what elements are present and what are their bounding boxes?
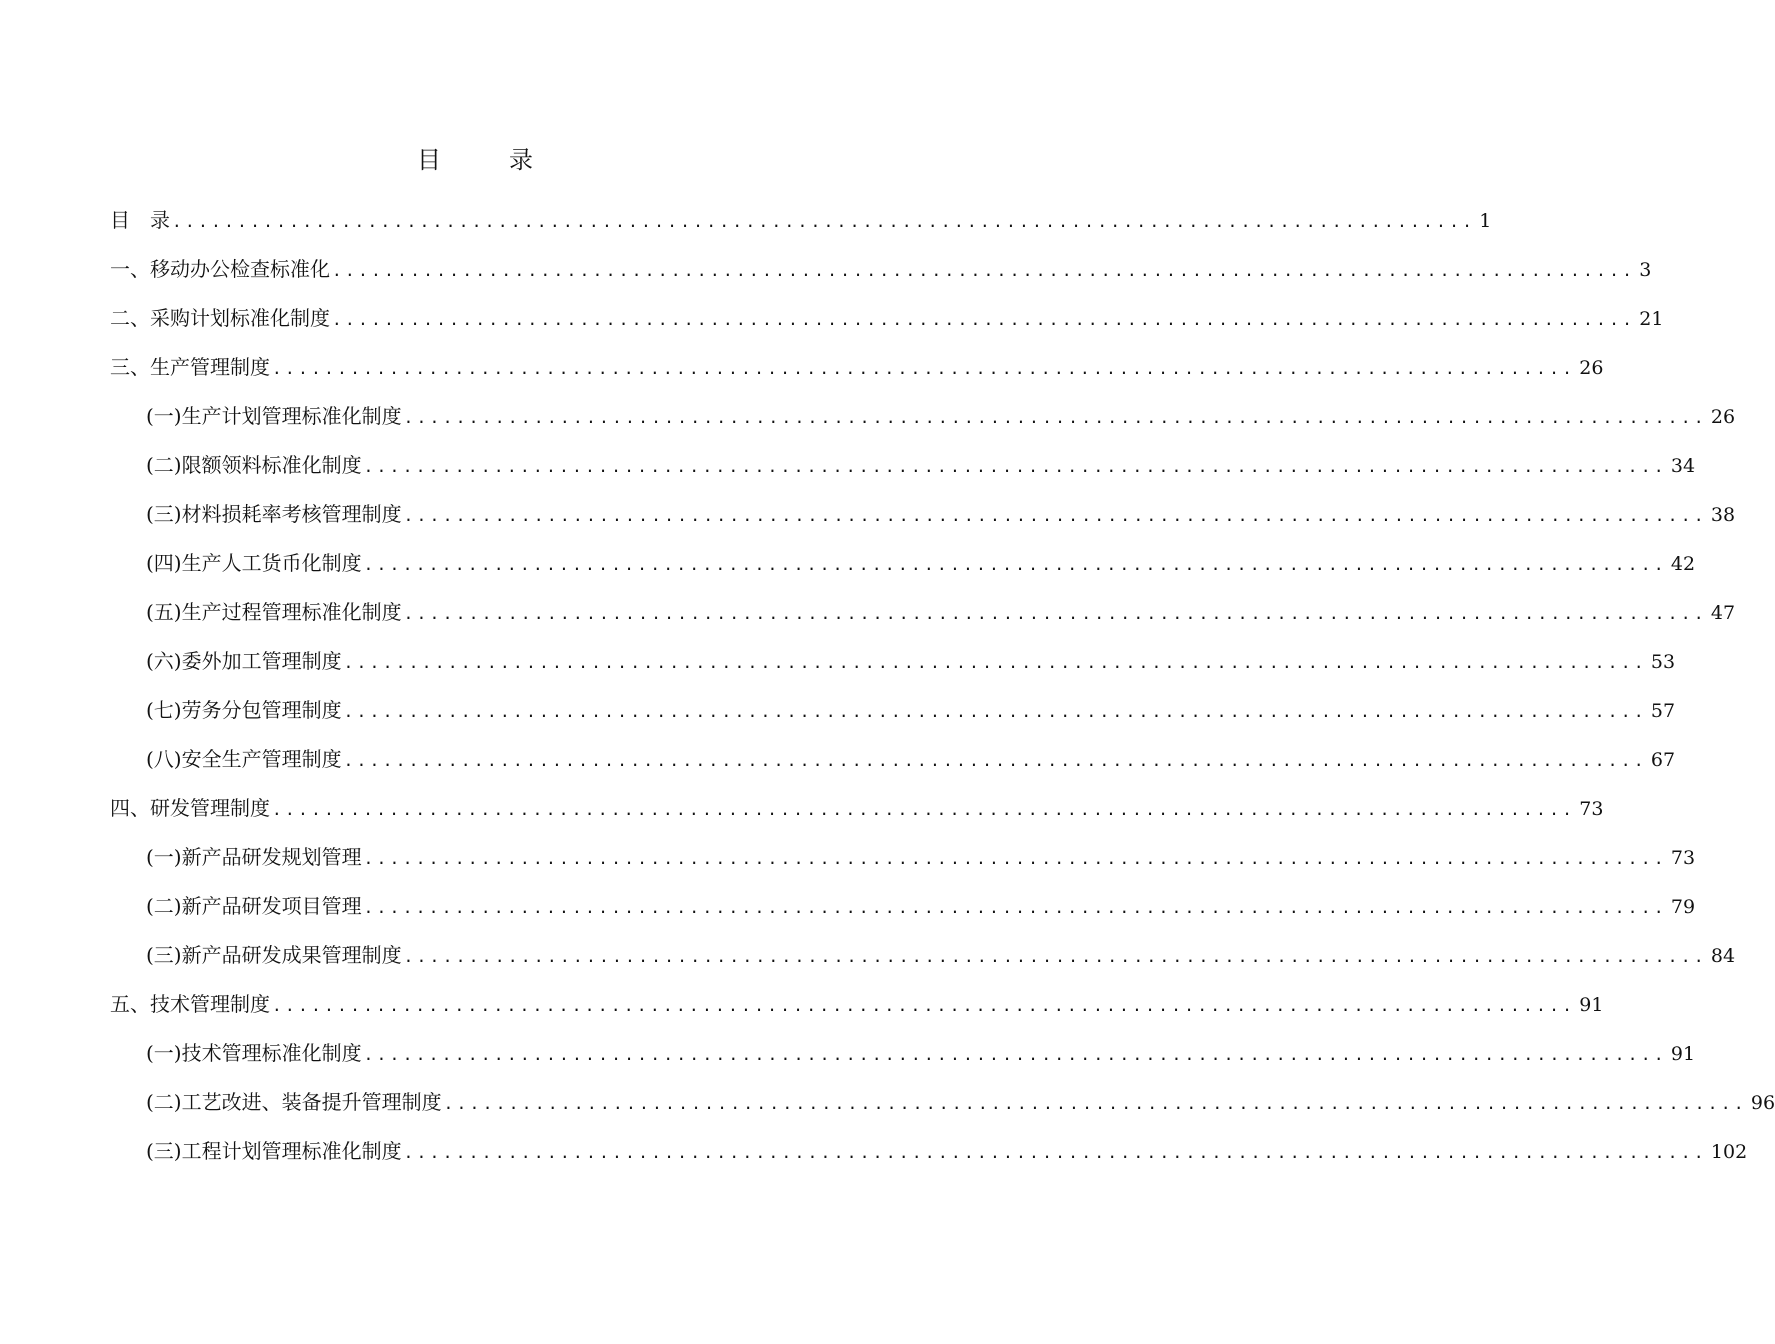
toc-entry-page: 26: [1579, 357, 1604, 379]
toc-subentry[interactable]: [110, 931, 1736, 980]
dot-leader: ....................................................................................................: [403, 604, 1707, 623]
toc-entry-text: (六)委外加工管理制度: [146, 649, 342, 673]
toc-entry-text: (一)生产计划管理标准化制度: [146, 404, 402, 428]
dot-leader: ....................................................................................................: [272, 359, 1576, 378]
dot-leader: ....................................................................................................: [272, 996, 1576, 1015]
dot-leader: ....................................................................................................: [363, 1045, 1667, 1064]
toc-entry-page: 84: [1710, 945, 1736, 967]
toc-subentry[interactable]: [110, 490, 1736, 539]
toc-subentry[interactable]: [110, 539, 1696, 588]
toc-entry-text: 五、技术管理制度: [110, 992, 270, 1016]
toc-entry[interactable]: [110, 980, 1604, 1029]
dot-leader: ....................................................................................................: [403, 947, 1707, 966]
toc-entry-page: 73: [1670, 847, 1696, 869]
dot-leader: ....................................................................................................: [443, 1094, 1747, 1113]
toc-entry-page: 91: [1579, 994, 1604, 1016]
toc-subentry[interactable]: [110, 588, 1736, 637]
toc-entry-page: 73: [1579, 798, 1604, 820]
toc-entry-text: (四)生产人工货币化制度: [146, 551, 362, 575]
dot-leader: ....................................................................................................: [363, 898, 1667, 917]
toc-entry[interactable]: [110, 294, 1664, 343]
toc-entry-page: 47: [1710, 602, 1736, 624]
toc-entry-page: 79: [1670, 896, 1696, 918]
dot-leader: ....................................................................................................: [343, 702, 1647, 721]
toc-entry-text: (三)新产品研发成果管理制度: [146, 943, 402, 967]
dot-leader: ....................................................................................................: [332, 261, 1636, 280]
toc-title: 目 录: [417, 146, 555, 174]
toc-entry-page: 42: [1670, 553, 1696, 575]
toc-subentry[interactable]: [110, 441, 1696, 490]
toc-entry-page: 53: [1650, 651, 1676, 673]
toc-entry-page: 102: [1710, 1141, 1748, 1163]
toc-entry-page: 21: [1639, 308, 1664, 330]
table-of-contents: [110, 196, 1775, 1176]
toc-entry-text: (二)新产品研发项目管理: [146, 894, 362, 918]
toc-entry-text: (三)材料损耗率考核管理制度: [146, 502, 402, 526]
toc-entry-text: 二、采购计划标准化制度: [110, 306, 330, 330]
toc-entry-page: 1: [1479, 210, 1492, 232]
toc-entry-text: 目 录: [110, 208, 170, 232]
toc-subentry[interactable]: [110, 392, 1736, 441]
toc-entry-page: 26: [1710, 406, 1736, 428]
dot-leader: ....................................................................................................: [272, 800, 1576, 819]
toc-subentry[interactable]: [110, 1078, 1775, 1127]
dot-leader: ....................................................................................................: [343, 751, 1647, 770]
toc-entry-page: 91: [1670, 1043, 1696, 1065]
toc-entry-text: 三、生产管理制度: [110, 355, 270, 379]
toc-entry-page: 34: [1670, 455, 1696, 477]
dot-leader: ....................................................................................................: [343, 653, 1647, 672]
toc-subentry[interactable]: [110, 1127, 1748, 1176]
dot-leader: ....................................................................................................: [172, 212, 1476, 231]
toc-entry-text: (七)劳务分包管理制度: [146, 698, 342, 722]
toc-subentry[interactable]: [110, 833, 1696, 882]
toc-entry[interactable]: [110, 784, 1604, 833]
toc-subentry[interactable]: [110, 882, 1696, 931]
toc-subentry[interactable]: [110, 735, 1676, 784]
toc-entry-page: 57: [1650, 700, 1676, 722]
toc-subentry[interactable]: [110, 637, 1676, 686]
toc-entry-page: 38: [1710, 504, 1736, 526]
toc-subentry[interactable]: [110, 686, 1676, 735]
toc-entry-text: (一)技术管理标准化制度: [146, 1041, 362, 1065]
toc-entry[interactable]: [110, 343, 1604, 392]
dot-leader: ....................................................................................................: [363, 457, 1667, 476]
toc-entry-text: (二)限额领料标准化制度: [146, 453, 362, 477]
toc-entry-text: (三)工程计划管理标准化制度: [146, 1139, 402, 1163]
toc-entry-text: (二)工艺改进、装备提升管理制度: [146, 1090, 442, 1114]
toc-entry-text: (一)新产品研发规划管理: [146, 845, 362, 869]
toc-entry-text: (五)生产过程管理标准化制度: [146, 600, 402, 624]
dot-leader: ....................................................................................................: [403, 506, 1707, 525]
toc-entry[interactable]: [110, 245, 1652, 294]
toc-entry-page: 67: [1650, 749, 1676, 771]
toc-entry-page: 96: [1750, 1092, 1775, 1114]
toc-subentry[interactable]: [110, 1029, 1696, 1078]
dot-leader: ....................................................................................................: [403, 408, 1707, 427]
toc-entry-page: 3: [1639, 259, 1652, 281]
dot-leader: ....................................................................................................: [332, 310, 1636, 329]
dot-leader: ....................................................................................................: [363, 555, 1667, 574]
toc-entry-text: 一、移动办公检查标准化: [110, 257, 330, 281]
toc-entry-text: 四、研发管理制度: [110, 796, 270, 820]
dot-leader: ....................................................................................................: [403, 1143, 1707, 1162]
toc-entry[interactable]: [110, 196, 1492, 245]
toc-entry-text: (八)安全生产管理制度: [146, 747, 342, 771]
dot-leader: ....................................................................................................: [363, 849, 1667, 868]
